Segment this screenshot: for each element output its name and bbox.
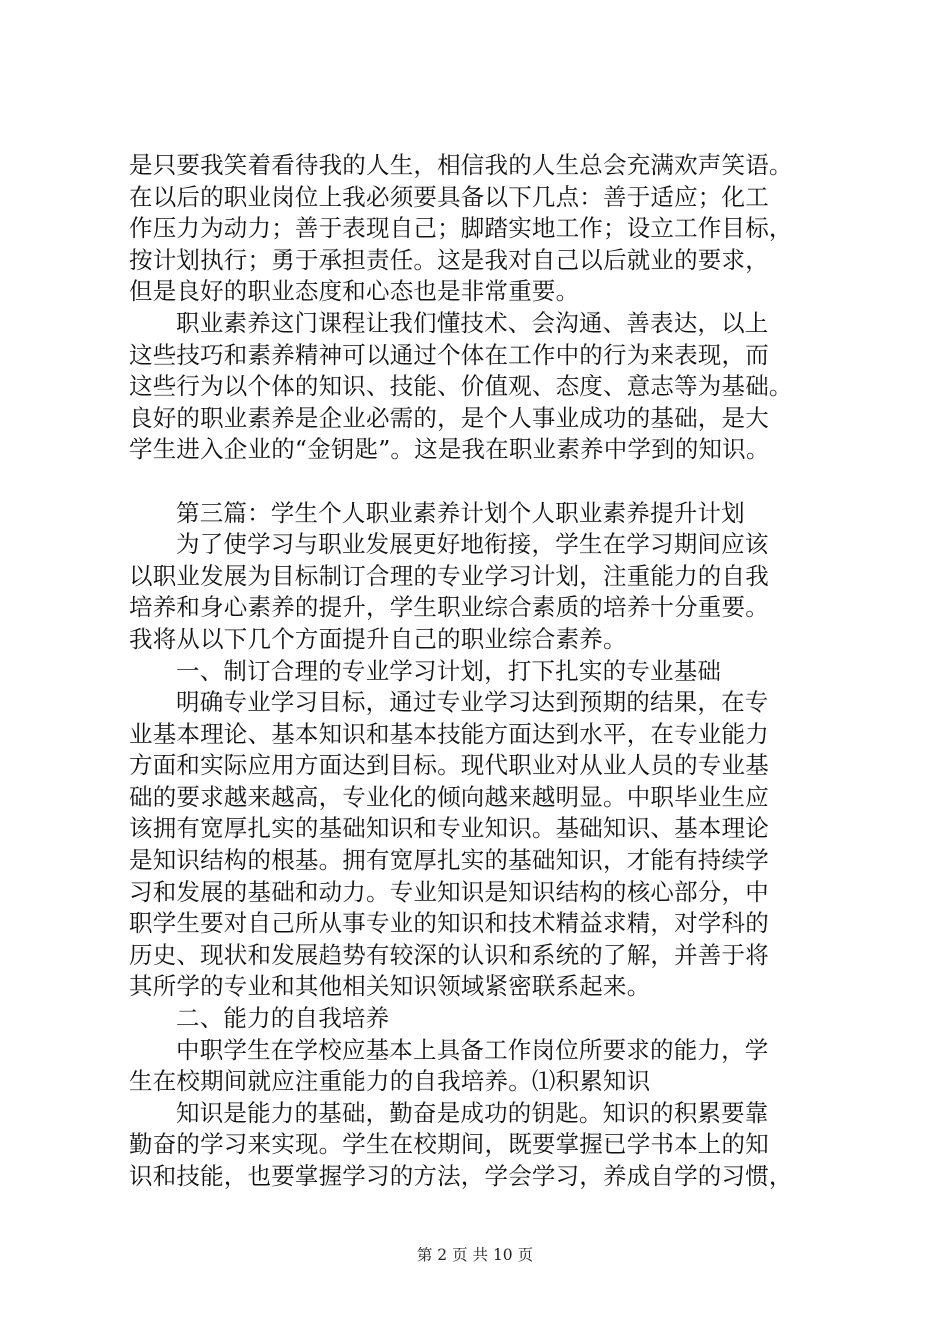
paragraph-line: 按计划执行；勇于承担责任。这是我对自己以后就业的要求， bbox=[129, 245, 769, 274]
paragraph-line: 在以后的职业岗位上我必须要具备以下几点：善于适应；化工 bbox=[129, 182, 769, 211]
paragraph-line: 良好的职业素养是企业必需的，是个人事业成功的基础，是大 bbox=[129, 403, 769, 432]
paragraph-line: 该拥有宽厚扎实的基础知识和专业知识。基础知识、基本理论 bbox=[129, 814, 769, 843]
subsection-heading: 二、能力的自我培养 bbox=[176, 1004, 390, 1033]
paragraph-line: 中职学生在学校应基本上具备工作岗位所要求的能力，学 bbox=[176, 1035, 769, 1064]
paragraph-line: 但是良好的职业态度和心态也是非常重要。 bbox=[129, 277, 580, 306]
paragraph-line: 勤奋的学习来实现。学生在校期间，既要掌握已学书本上的知 bbox=[129, 1130, 769, 1159]
paragraph-line: 是只要我笑着看待我的人生，相信我的人生总会充满欢声笑语。 bbox=[129, 151, 793, 179]
paragraph-line: 历史、现状和发展趋势有较深的认识和系统的了解，并善于将 bbox=[129, 940, 769, 969]
paragraph-line: 习和发展的基础和动力。专业知识是知识结构的核心部分，中 bbox=[129, 877, 769, 906]
paragraph-line: 础的要求越来越高，专业化的倾向越来越明显。中职毕业生应 bbox=[129, 782, 769, 811]
paragraph-line: 这些技巧和素养精神可以通过个体在工作中的行为来表现，而 bbox=[129, 340, 769, 369]
paragraph-line: 识和技能，也要掌握学习的方法，学会学习，养成自学的习惯， bbox=[129, 1162, 793, 1190]
subsection-heading: 一、制订合理的专业学习计划，打下扎实的专业基础 bbox=[176, 656, 722, 685]
paragraph-line: 生在校期间就应注重能力的自我培养。⑴积累知识 bbox=[129, 1067, 651, 1096]
section-heading: 第三篇：学生个人职业素养计划个人职业素养提升计划 bbox=[176, 498, 745, 527]
page-number-footer: 第 2 页 共 10 页 bbox=[416, 1246, 534, 1264]
paragraph-line: 明确专业学习目标，通过专业学习达到预期的结果，在专 bbox=[176, 688, 769, 717]
paragraph-line: 以职业发展为目标制订合理的专业学习计划，注重能力的自我 bbox=[129, 561, 769, 590]
blank-line bbox=[129, 466, 839, 498]
paragraph-line: 其所学的专业和其他相关知识领域紧密联系起来。 bbox=[129, 972, 651, 1001]
paragraph-line: 知识是能力的基础，勤奋是成功的钥匙。知识的积累要靠 bbox=[176, 1098, 769, 1127]
paragraph-line: 我将从以下几个方面提升自己的职业综合素养。 bbox=[129, 624, 627, 653]
paragraph-line: 方面和实际应用方面达到目标。现代职业对从业人员的专业基 bbox=[129, 751, 769, 780]
paragraph-line: 职学生要对自己所从事专业的知识和技术精益求精，对学科的 bbox=[129, 909, 769, 938]
paragraph-line: 职业素养这门课程让我们懂技术、会沟通、善表达，以上 bbox=[176, 308, 769, 337]
paragraph-line: 业基本理论、基本知识和基本技能方面达到水平，在专业能力 bbox=[129, 719, 769, 748]
paragraph-line: 学生进入企业的“金钥匙”。这是我在职业素养中学到的知识。 bbox=[129, 435, 770, 464]
paragraph-line: 作压力为动力；善于表现自己；脚踏实地工作；设立工作目标， bbox=[129, 214, 793, 243]
document-body bbox=[129, 150, 839, 1193]
paragraph-line: 培养和身心素养的提升，学生职业综合素质的培养十分重要。 bbox=[129, 593, 769, 622]
paragraph-line: 为了使学习与职业发展更好地衔接，学生在学习期间应该 bbox=[176, 530, 769, 559]
paragraph-line: 是知识结构的根基。拥有宽厚扎实的基础知识，才能有持续学 bbox=[129, 846, 769, 875]
paragraph-line: 这些行为以个体的知识、技能、价值观、态度、意志等为基础。 bbox=[129, 372, 793, 401]
